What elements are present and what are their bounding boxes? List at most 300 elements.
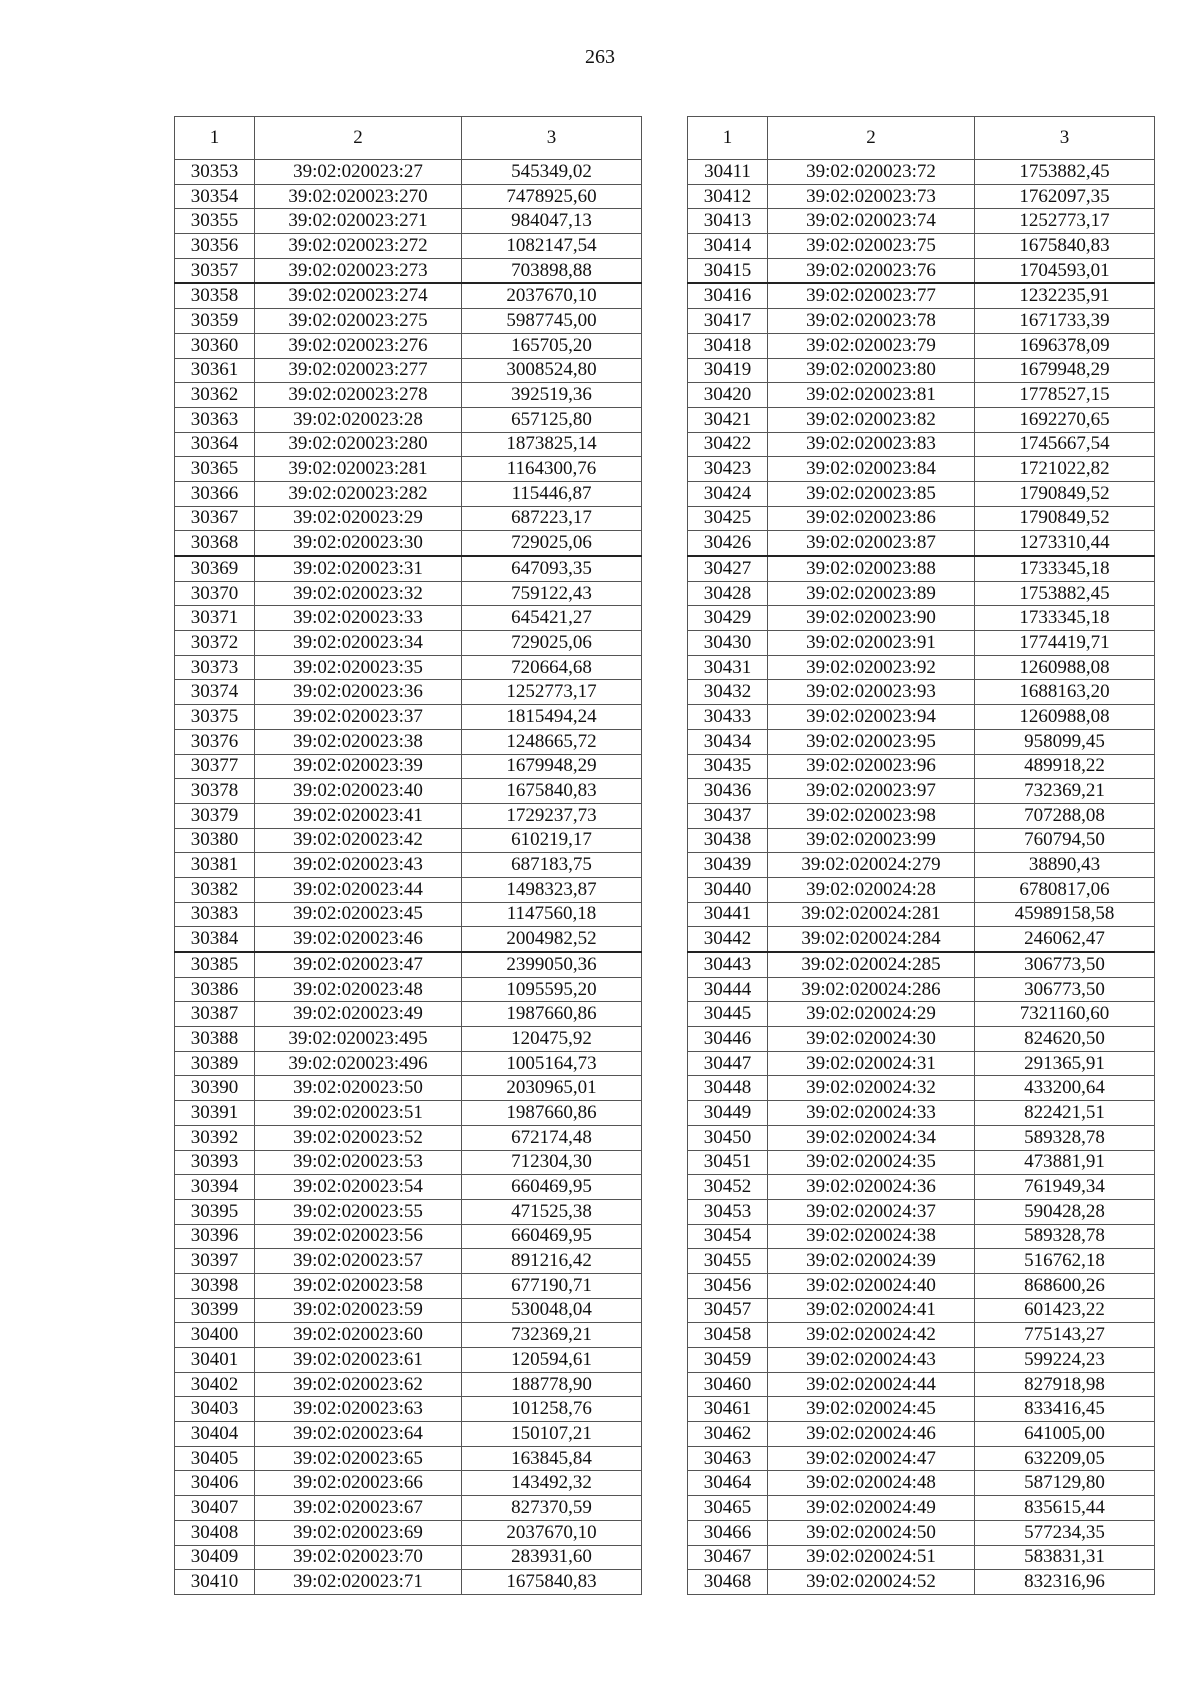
table-row (175, 853, 642, 878)
row-number-cell: 30384 (175, 927, 255, 952)
value-cell: 1082147,54 (462, 234, 642, 259)
row-number-cell: 30440 (688, 877, 768, 902)
cadastral-number-cell: 39:02:020024:285 (768, 952, 975, 977)
row-number-cell: 30365 (175, 457, 255, 482)
cadastral-number-cell: 39:02:020024:28 (768, 877, 975, 902)
table-row (688, 877, 1155, 902)
value-cell: 1753882,45 (975, 160, 1155, 185)
table-row (688, 1323, 1155, 1348)
row-number-cell: 30382 (175, 877, 255, 902)
value-cell: 1498323,87 (462, 877, 642, 902)
table-row (688, 481, 1155, 506)
cadastral-number-cell: 39:02:020024:29 (768, 1002, 975, 1027)
value-cell: 1778527,15 (975, 383, 1155, 408)
table-row (175, 952, 642, 977)
cadastral-number-cell: 39:02:020023:80 (768, 358, 975, 383)
value-cell: 5987745,00 (462, 309, 642, 334)
cadastral-number-cell: 39:02:020023:34 (255, 631, 462, 656)
cadastral-number-cell: 39:02:020024:38 (768, 1224, 975, 1249)
value-cell: 707288,08 (975, 803, 1155, 828)
row-number-cell: 30356 (175, 234, 255, 259)
table-row (175, 877, 642, 902)
value-cell: 610219,17 (462, 828, 642, 853)
value-cell: 583831,31 (975, 1545, 1155, 1570)
value-cell: 115446,87 (462, 481, 642, 506)
row-number-cell: 30400 (175, 1323, 255, 1348)
table-row (688, 1150, 1155, 1175)
table-row (688, 358, 1155, 383)
row-number-cell: 30418 (688, 333, 768, 358)
cadastral-number-cell: 39:02:020023:49 (255, 1002, 462, 1027)
cadastral-number-cell: 39:02:020023:274 (255, 283, 462, 308)
table-row (175, 1150, 642, 1175)
value-cell: 3008524,80 (462, 358, 642, 383)
value-cell: 38890,43 (975, 853, 1155, 878)
row-number-cell: 30401 (175, 1348, 255, 1373)
value-cell: 827918,98 (975, 1372, 1155, 1397)
table-row (688, 1446, 1155, 1471)
table-row (175, 828, 642, 853)
cadastral-number-cell: 39:02:020023:43 (255, 853, 462, 878)
table-row (175, 977, 642, 1002)
cadastral-number-cell: 39:02:020023:99 (768, 828, 975, 853)
cadastral-number-cell: 39:02:020023:51 (255, 1101, 462, 1126)
row-number-cell: 30391 (175, 1101, 255, 1126)
row-number-cell: 30366 (175, 481, 255, 506)
value-cell: 120475,92 (462, 1027, 642, 1052)
row-number-cell: 30451 (688, 1150, 768, 1175)
cadastral-number-cell: 39:02:020024:52 (768, 1570, 975, 1595)
table-row (688, 1175, 1155, 1200)
cadastral-number-cell: 39:02:020023:273 (255, 258, 462, 283)
cadastral-number-cell: 39:02:020024:37 (768, 1199, 975, 1224)
table-row (175, 432, 642, 457)
cadastral-number-cell: 39:02:020023:96 (768, 754, 975, 779)
row-number-cell: 30395 (175, 1199, 255, 1224)
table-row (688, 1372, 1155, 1397)
value-cell: 1873825,14 (462, 432, 642, 457)
table-row (175, 1051, 642, 1076)
row-number-cell: 30353 (175, 160, 255, 185)
cadastral-number-cell: 39:02:020023:42 (255, 828, 462, 853)
value-cell: 729025,06 (462, 531, 642, 556)
row-number-cell: 30422 (688, 432, 768, 457)
column-header: 1 (688, 117, 768, 160)
cadastral-number-cell: 39:02:020023:92 (768, 655, 975, 680)
row-number-cell: 30358 (175, 283, 255, 308)
value-cell: 7478925,60 (462, 184, 642, 209)
row-number-cell: 30405 (175, 1446, 255, 1471)
row-number-cell: 30375 (175, 705, 255, 730)
value-cell: 1987660,86 (462, 1002, 642, 1027)
cadastral-number-cell: 39:02:020024:45 (768, 1397, 975, 1422)
table-row (175, 1076, 642, 1101)
row-number-cell: 30456 (688, 1273, 768, 1298)
row-number-cell: 30408 (175, 1520, 255, 1545)
table-row (688, 160, 1155, 185)
column-header: 3 (975, 117, 1155, 160)
row-number-cell: 30467 (688, 1545, 768, 1570)
row-number-cell: 30381 (175, 853, 255, 878)
column-header: 1 (175, 117, 255, 160)
table-row (175, 531, 642, 556)
row-number-cell: 30445 (688, 1002, 768, 1027)
table-row (688, 1298, 1155, 1323)
row-number-cell: 30428 (688, 581, 768, 606)
page-number: 263 (585, 46, 615, 68)
table-row (175, 383, 642, 408)
value-cell: 827370,59 (462, 1496, 642, 1521)
row-number-cell: 30465 (688, 1496, 768, 1521)
row-number-cell: 30414 (688, 234, 768, 259)
value-cell: 660469,95 (462, 1175, 642, 1200)
table-row (175, 506, 642, 531)
cadastral-number-cell: 39:02:020024:48 (768, 1471, 975, 1496)
cadastral-number-cell: 39:02:020024:47 (768, 1446, 975, 1471)
row-number-cell: 30412 (688, 184, 768, 209)
table-row (688, 803, 1155, 828)
table-row (688, 1471, 1155, 1496)
cadastral-number-cell: 39:02:020023:64 (255, 1422, 462, 1447)
row-number-cell: 30430 (688, 631, 768, 656)
value-cell: 1774419,71 (975, 631, 1155, 656)
row-number-cell: 30415 (688, 258, 768, 283)
value-cell: 677190,71 (462, 1273, 642, 1298)
cadastral-number-cell: 39:02:020023:81 (768, 383, 975, 408)
row-number-cell: 30436 (688, 779, 768, 804)
cadastral-number-cell: 39:02:020023:91 (768, 631, 975, 656)
cadastral-number-cell: 39:02:020023:48 (255, 977, 462, 1002)
table-row (175, 1224, 642, 1249)
value-cell: 150107,21 (462, 1422, 642, 1447)
value-cell: 1790849,52 (975, 506, 1155, 531)
row-number-cell: 30372 (175, 631, 255, 656)
cadastral-number-cell: 39:02:020023:28 (255, 407, 462, 432)
table-row (688, 457, 1155, 482)
value-cell: 1745667,54 (975, 432, 1155, 457)
table-row (688, 1348, 1155, 1373)
column-header: 2 (255, 117, 462, 160)
row-number-cell: 30417 (688, 309, 768, 334)
value-cell: 1704593,01 (975, 258, 1155, 283)
cadastral-number-cell: 39:02:020023:277 (255, 358, 462, 383)
table-row (175, 457, 642, 482)
value-cell: 1762097,35 (975, 184, 1155, 209)
value-cell: 1733345,18 (975, 556, 1155, 581)
value-cell: 143492,32 (462, 1471, 642, 1496)
table-row (175, 309, 642, 334)
cadastral-number-cell: 39:02:020023:33 (255, 606, 462, 631)
value-cell: 641005,00 (975, 1422, 1155, 1447)
table-row (688, 309, 1155, 334)
table-row (688, 828, 1155, 853)
table-row (688, 853, 1155, 878)
row-number-cell: 30455 (688, 1249, 768, 1274)
row-number-cell: 30449 (688, 1101, 768, 1126)
cadastral-number-cell: 39:02:020023:38 (255, 729, 462, 754)
row-number-cell: 30433 (688, 705, 768, 730)
cadastral-number-cell: 39:02:020024:42 (768, 1323, 975, 1348)
table-row (688, 531, 1155, 556)
value-cell: 759122,43 (462, 581, 642, 606)
cadastral-number-cell: 39:02:020024:36 (768, 1175, 975, 1200)
cadastral-number-cell: 39:02:020023:78 (768, 309, 975, 334)
cadastral-number-cell: 39:02:020024:284 (768, 927, 975, 952)
row-number-cell: 30367 (175, 506, 255, 531)
value-cell: 647093,35 (462, 556, 642, 581)
row-number-cell: 30442 (688, 927, 768, 952)
row-number-cell: 30363 (175, 407, 255, 432)
value-cell: 1260988,08 (975, 705, 1155, 730)
table-row (688, 1027, 1155, 1052)
table-row (175, 902, 642, 927)
table-row (175, 927, 642, 952)
cadastral-number-cell: 39:02:020024:33 (768, 1101, 975, 1126)
table-row (175, 1471, 642, 1496)
cadastral-number-cell: 39:02:020023:65 (255, 1446, 462, 1471)
row-number-cell: 30411 (688, 160, 768, 185)
value-cell: 188778,90 (462, 1372, 642, 1397)
cadastral-number-cell: 39:02:020023:46 (255, 927, 462, 952)
value-cell: 6780817,06 (975, 877, 1155, 902)
table-row (688, 1570, 1155, 1595)
cadastral-number-cell: 39:02:020023:282 (255, 481, 462, 506)
table-row (688, 407, 1155, 432)
row-number-cell: 30402 (175, 1372, 255, 1397)
cadastral-number-cell: 39:02:020023:84 (768, 457, 975, 482)
cadastral-number-cell: 39:02:020023:278 (255, 383, 462, 408)
table-row (688, 1076, 1155, 1101)
cadastral-number-cell: 39:02:020024:35 (768, 1150, 975, 1175)
row-number-cell: 30398 (175, 1273, 255, 1298)
table-row (175, 283, 642, 308)
value-cell: 712304,30 (462, 1150, 642, 1175)
value-cell: 822421,51 (975, 1101, 1155, 1126)
row-number-cell: 30373 (175, 655, 255, 680)
row-number-cell: 30413 (688, 209, 768, 234)
value-cell: 657125,80 (462, 407, 642, 432)
value-cell: 489918,22 (975, 754, 1155, 779)
cadastral-number-cell: 39:02:020023:54 (255, 1175, 462, 1200)
value-cell: 291365,91 (975, 1051, 1155, 1076)
value-cell: 2399050,36 (462, 952, 642, 977)
value-cell: 687223,17 (462, 506, 642, 531)
table-row (175, 234, 642, 259)
cadastral-number-cell: 39:02:020023:57 (255, 1249, 462, 1274)
cadastral-number-cell: 39:02:020024:30 (768, 1027, 975, 1052)
cadastral-number-cell: 39:02:020023:31 (255, 556, 462, 581)
table-right-body (688, 160, 1155, 1595)
row-number-cell: 30457 (688, 1298, 768, 1323)
value-cell: 589328,78 (975, 1224, 1155, 1249)
value-cell: 1252773,17 (975, 209, 1155, 234)
table-row (688, 506, 1155, 531)
row-number-cell: 30441 (688, 902, 768, 927)
table-row (688, 927, 1155, 952)
table-row (688, 952, 1155, 977)
value-cell: 1147560,18 (462, 902, 642, 927)
cadastral-number-cell: 39:02:020023:75 (768, 234, 975, 259)
table-row (688, 383, 1155, 408)
value-cell: 984047,13 (462, 209, 642, 234)
table-row (175, 803, 642, 828)
value-cell: 246062,47 (975, 927, 1155, 952)
cadastral-number-cell: 39:02:020023:63 (255, 1397, 462, 1422)
value-cell: 687183,75 (462, 853, 642, 878)
table-row (175, 1175, 642, 1200)
table-row (688, 1249, 1155, 1274)
row-number-cell: 30394 (175, 1175, 255, 1200)
table-row (175, 1323, 642, 1348)
cadastral-number-cell: 39:02:020023:32 (255, 581, 462, 606)
value-cell: 306773,50 (975, 977, 1155, 1002)
cadastral-number-cell: 39:02:020023:275 (255, 309, 462, 334)
cadastral-number-cell: 39:02:020023:27 (255, 160, 462, 185)
row-number-cell: 30374 (175, 680, 255, 705)
cadastral-number-cell: 39:02:020023:72 (768, 160, 975, 185)
table-row (175, 481, 642, 506)
value-cell: 599224,23 (975, 1348, 1155, 1373)
table-row (175, 581, 642, 606)
table-row (688, 1496, 1155, 1521)
row-number-cell: 30464 (688, 1471, 768, 1496)
cadastral-number-cell: 39:02:020023:30 (255, 531, 462, 556)
value-cell: 868600,26 (975, 1273, 1155, 1298)
table-row (175, 258, 642, 283)
table-row (688, 655, 1155, 680)
table-row (175, 779, 642, 804)
row-number-cell: 30361 (175, 358, 255, 383)
cadastral-number-cell: 39:02:020023:74 (768, 209, 975, 234)
row-number-cell: 30392 (175, 1125, 255, 1150)
row-number-cell: 30371 (175, 606, 255, 631)
table-row (688, 680, 1155, 705)
row-number-cell: 30443 (688, 952, 768, 977)
table-row (688, 1273, 1155, 1298)
value-cell: 1753882,45 (975, 581, 1155, 606)
row-number-cell: 30437 (688, 803, 768, 828)
cadastral-number-cell: 39:02:020023:45 (255, 902, 462, 927)
row-number-cell: 30407 (175, 1496, 255, 1521)
row-number-cell: 30432 (688, 680, 768, 705)
table-row (688, 1199, 1155, 1224)
value-cell: 761949,34 (975, 1175, 1155, 1200)
row-number-cell: 30359 (175, 309, 255, 334)
cadastral-number-cell: 39:02:020023:53 (255, 1150, 462, 1175)
cadastral-number-cell: 39:02:020023:79 (768, 333, 975, 358)
table-row (175, 1545, 642, 1570)
value-cell: 1232235,91 (975, 283, 1155, 308)
value-cell: 283931,60 (462, 1545, 642, 1570)
row-number-cell: 30466 (688, 1520, 768, 1545)
value-cell: 660469,95 (462, 1224, 642, 1249)
cadastral-number-cell: 39:02:020023:62 (255, 1372, 462, 1397)
row-number-cell: 30447 (688, 1051, 768, 1076)
row-number-cell: 30376 (175, 729, 255, 754)
value-cell: 545349,02 (462, 160, 642, 185)
row-number-cell: 30426 (688, 531, 768, 556)
cadastral-number-cell: 39:02:020023:496 (255, 1051, 462, 1076)
cadastral-number-cell: 39:02:020023:39 (255, 754, 462, 779)
value-cell: 7321160,60 (975, 1002, 1155, 1027)
value-cell: 732369,21 (975, 779, 1155, 804)
row-number-cell: 30380 (175, 828, 255, 853)
cadastral-number-cell: 39:02:020024:286 (768, 977, 975, 1002)
row-number-cell: 30369 (175, 556, 255, 581)
value-cell: 433200,64 (975, 1076, 1155, 1101)
cadastral-number-cell: 39:02:020024:32 (768, 1076, 975, 1101)
value-cell: 1675840,83 (462, 1570, 642, 1595)
table-row (688, 631, 1155, 656)
row-number-cell: 30438 (688, 828, 768, 853)
row-number-cell: 30370 (175, 581, 255, 606)
row-number-cell: 30399 (175, 1298, 255, 1323)
value-cell: 1273310,44 (975, 531, 1155, 556)
row-number-cell: 30385 (175, 952, 255, 977)
row-number-cell: 30453 (688, 1199, 768, 1224)
value-cell: 703898,88 (462, 258, 642, 283)
row-number-cell: 30404 (175, 1422, 255, 1447)
value-cell: 1675840,83 (462, 779, 642, 804)
table-row (688, 209, 1155, 234)
cadastral-number-cell: 39:02:020023:90 (768, 606, 975, 631)
value-cell: 530048,04 (462, 1298, 642, 1323)
table-row (688, 1051, 1155, 1076)
table-row (688, 606, 1155, 631)
cadastral-number-cell: 39:02:020023:41 (255, 803, 462, 828)
table-row (175, 1199, 642, 1224)
row-number-cell: 30420 (688, 383, 768, 408)
value-cell: 1671733,39 (975, 309, 1155, 334)
cadastral-number-cell: 39:02:020023:88 (768, 556, 975, 581)
row-number-cell: 30387 (175, 1002, 255, 1027)
cadastral-number-cell: 39:02:020023:35 (255, 655, 462, 680)
value-cell: 760794,50 (975, 828, 1155, 853)
value-cell: 163845,84 (462, 1446, 642, 1471)
cadastral-number-cell: 39:02:020024:39 (768, 1249, 975, 1274)
cadastral-number-cell: 39:02:020023:59 (255, 1298, 462, 1323)
row-number-cell: 30383 (175, 902, 255, 927)
cadastral-number-cell: 39:02:020023:76 (768, 258, 975, 283)
table-row (175, 1027, 642, 1052)
value-cell: 672174,48 (462, 1125, 642, 1150)
row-number-cell: 30425 (688, 506, 768, 531)
table-row (175, 209, 642, 234)
table-row (175, 1125, 642, 1150)
cadastral-number-cell: 39:02:020023:89 (768, 581, 975, 606)
cadastral-number-cell: 39:02:020023:85 (768, 481, 975, 506)
cadastral-number-cell: 39:02:020023:95 (768, 729, 975, 754)
row-number-cell: 30429 (688, 606, 768, 631)
row-number-cell: 30423 (688, 457, 768, 482)
row-number-cell: 30446 (688, 1027, 768, 1052)
value-cell: 1679948,29 (975, 358, 1155, 383)
table-row (175, 1273, 642, 1298)
cadastral-number-cell: 39:02:020023:37 (255, 705, 462, 730)
value-cell: 833416,45 (975, 1397, 1155, 1422)
table-row (175, 358, 642, 383)
cadastral-number-cell: 39:02:020023:47 (255, 952, 462, 977)
table-row (688, 333, 1155, 358)
row-number-cell: 30448 (688, 1076, 768, 1101)
cadastral-number-cell: 39:02:020024:43 (768, 1348, 975, 1373)
table-row (175, 1446, 642, 1471)
cadastral-number-cell: 39:02:020023:281 (255, 457, 462, 482)
table-row (688, 754, 1155, 779)
value-cell: 1987660,86 (462, 1101, 642, 1126)
cadastral-number-cell: 39:02:020024:50 (768, 1520, 975, 1545)
cadastral-number-cell: 39:02:020023:83 (768, 432, 975, 457)
